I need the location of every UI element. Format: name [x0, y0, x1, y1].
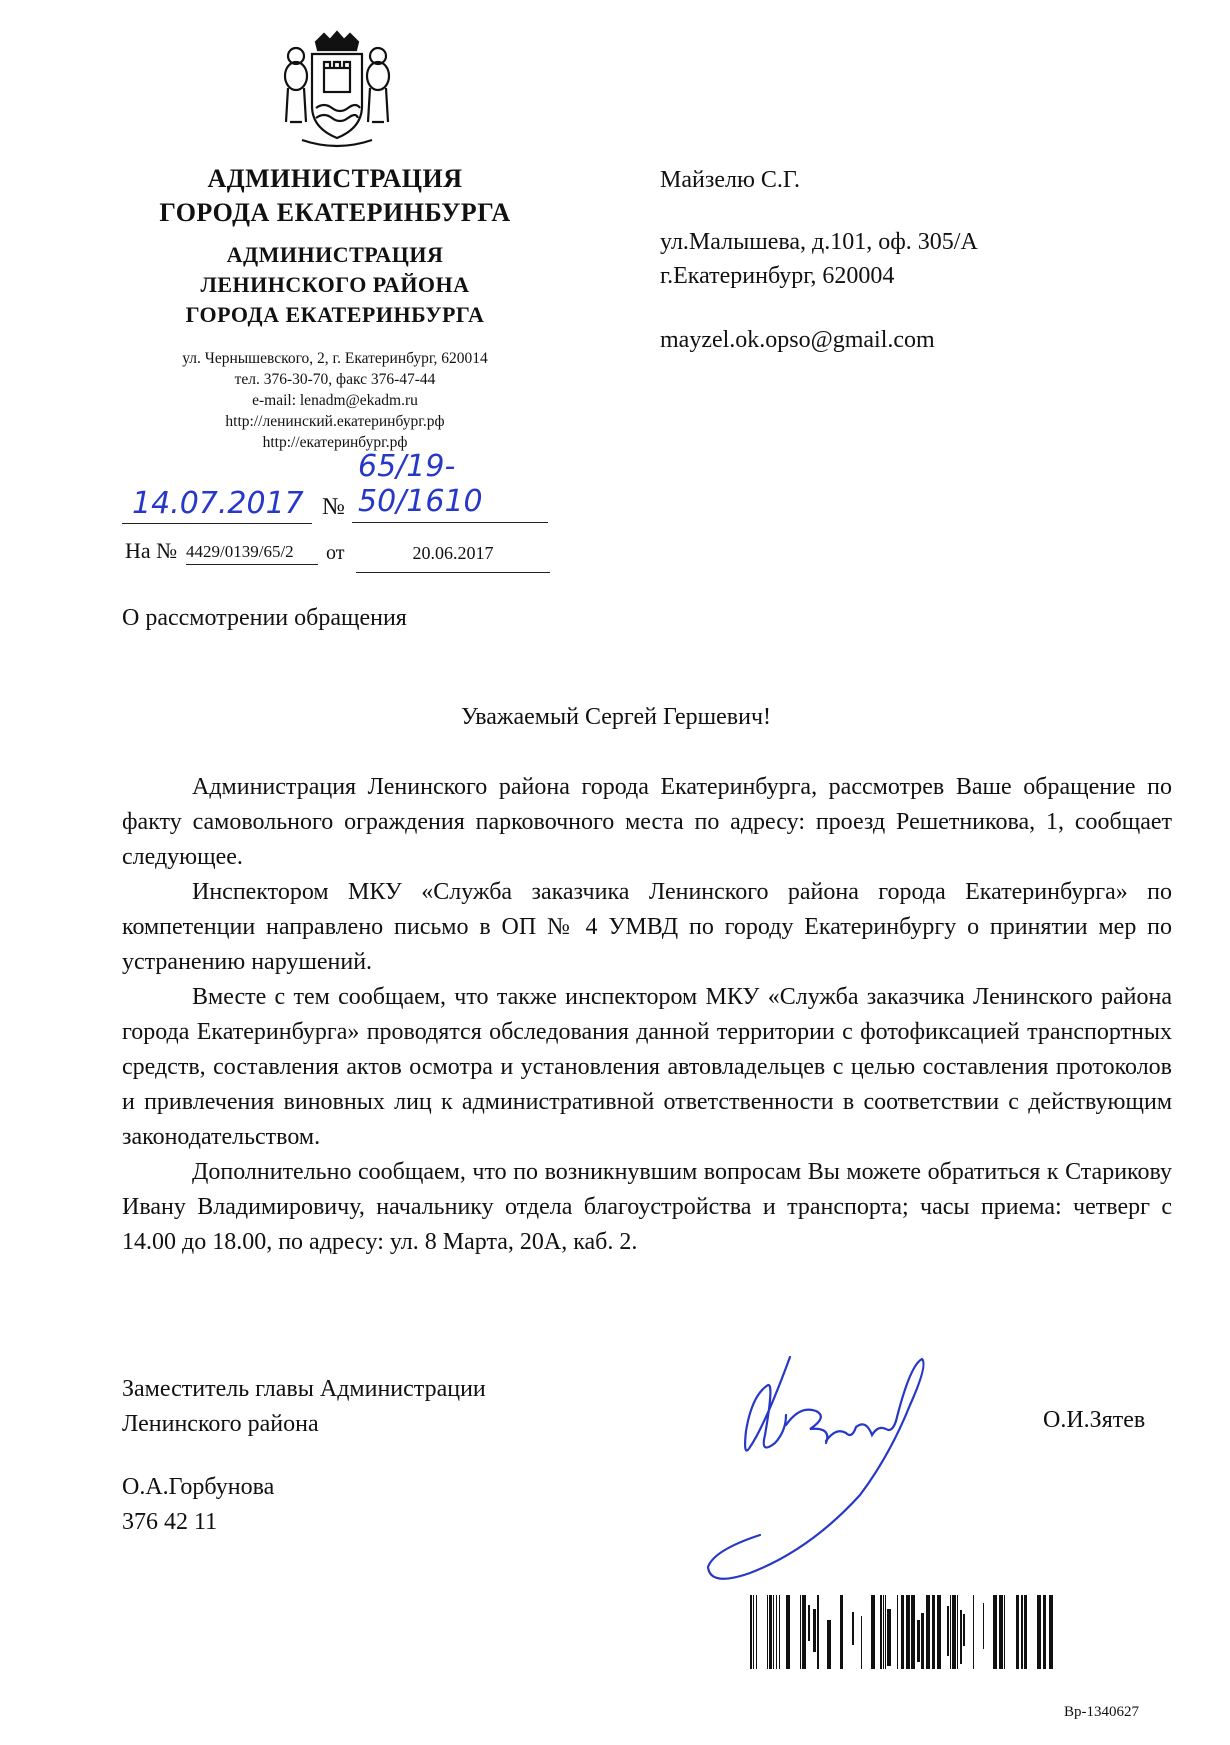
- dept-line: АДМИНИСТРАЦИЯ: [226, 242, 444, 267]
- signatory-position: [122, 1372, 486, 1442]
- org-line: АДМИНИСТРАЦИЯ: [207, 164, 463, 193]
- contact-phone: тел. 376-30-70, факс 376-47-44: [234, 371, 436, 388]
- reference-date-field: [356, 534, 550, 573]
- addressee-name: Майзелю С.Г.: [660, 167, 801, 193]
- position-line: Ленинского района: [122, 1411, 319, 1437]
- executor-name: О.А.Горбунова: [122, 1474, 275, 1500]
- letterhead-contacts: [120, 348, 550, 453]
- number-sign: №: [322, 494, 345, 520]
- addressee-street: ул.Малышева, д.101, оф. 305/А: [660, 229, 978, 255]
- letterhead-department: [120, 240, 550, 330]
- outgoing-number: 65/19-50/1610: [358, 449, 483, 519]
- letter-body: [122, 770, 1172, 1260]
- position-line: Заместитель главы Администрации: [122, 1376, 486, 1402]
- reference-label: На №: [125, 538, 178, 563]
- reference-number: 4429/0139/65/2: [186, 542, 294, 561]
- contact-email: e-mail: lenadm@ekadm.ru: [252, 392, 418, 409]
- executor-block: [122, 1470, 274, 1540]
- reference-number-field: [186, 534, 318, 565]
- outgoing-date: 14.07.2017: [132, 486, 304, 521]
- contact-address: ул. Чернышевского, 2, г. Екатеринбург, 620014: [182, 350, 488, 367]
- body-paragraph: Администрация Ленинского района города Екатеринбурга, рассмотрев Ваше обращение по факту самовольного ограждения парковочного места по адресу: проезд Решетникова, 1, сообщает следующее.: [122, 774, 1172, 870]
- contact-website: http://ленинский.екатеринбург.рф: [225, 413, 445, 430]
- letter-greeting: Уважаемый Сергей Гершевич!: [460, 704, 772, 730]
- outgoing-date-field: [122, 487, 312, 524]
- outgoing-number-field: [352, 449, 548, 523]
- body-paragraph: Инспектором МКУ «Служба заказчика Ленинского района города Екатеринбурга» по компетенции направлено письмо в ОП № 4 УМВД по городу Екатеринбургу о принятии мер по устранению нарушений.: [122, 879, 1172, 975]
- registration-number: Вр-1340627: [1064, 1704, 1139, 1720]
- addressee-email: mayzel.ok.opso@gmail.com: [660, 327, 935, 353]
- signatory-name: О.И.Зятев: [1043, 1407, 1146, 1433]
- coat-of-arms-emblem: [272, 28, 402, 158]
- body-paragraph: Вместе с тем сообщаем, что также инспектором МКУ «Служба заказчика Ленинского района города Екатеринбурга» проводятся обследования данной территории с фотофиксацией транспортных средств, составления актов осмотра и установления автовладельцев с целью составления протоколов и привлечения виновных лиц к административной ответственности в соответствии с действующим законодательством.: [122, 984, 1172, 1150]
- letter-subject: О рассмотрении обращения: [122, 605, 407, 631]
- executor-phone: 376 42 11: [122, 1509, 218, 1535]
- addressee-block: [660, 163, 978, 357]
- addressee-city: г.Екатеринбург, 620004: [660, 263, 895, 289]
- handwritten-signature: [560, 1335, 1000, 1595]
- body-paragraph: Дополнительно сообщаем, что по возникнувшим вопросам Вы можете обратиться к Старикову Ивану Владимировичу, начальнику отдела благоустройства и транспорта; часы приема: четверг с 14.00 до 18.00, по адресу: ул. 8 Марта, 20А, каб. 2.: [122, 1159, 1172, 1255]
- letterhead-organization: [120, 162, 550, 230]
- dept-line: ЛЕНИНСКОГО РАЙОНА: [200, 272, 470, 297]
- reference-from-label: от: [326, 542, 345, 564]
- dept-line: ГОРОДА ЕКАТЕРИНБУРГА: [185, 302, 485, 327]
- org-line: ГОРОДА ЕКАТЕРИНБУРГА: [159, 198, 511, 227]
- barcode: [750, 1595, 1060, 1669]
- reference-date: 20.06.2017: [412, 543, 494, 563]
- contact-website: http://екатеринбург.рф: [262, 434, 408, 451]
